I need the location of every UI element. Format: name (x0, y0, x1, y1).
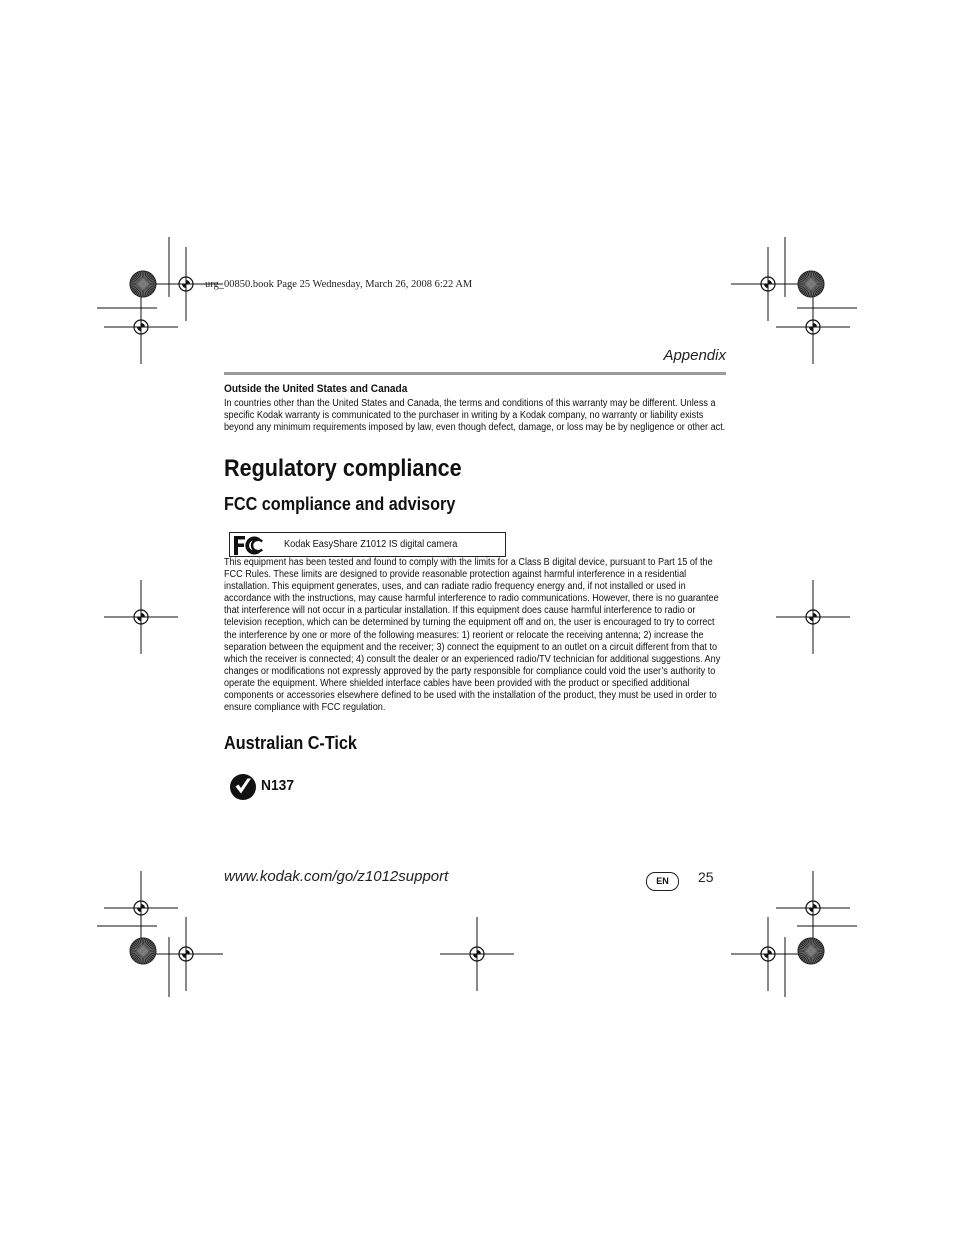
registration-mark-icon (776, 290, 850, 364)
fcc-product-box (229, 532, 506, 557)
page-number: 25 (698, 869, 714, 885)
registration-mark-icon (149, 917, 223, 991)
registration-mark-icon (104, 871, 178, 945)
registration-mark-icon (104, 290, 178, 364)
registration-mark-icon (731, 247, 805, 321)
c-tick-icon (229, 773, 257, 801)
registration-mark-icon (104, 580, 178, 654)
warranty-paragraph: In countries other than the United States and Canada, the terms and conditions of this warranty may be different. Unless a specific Kodak warranty is communicated to the purchaser in writing by a Kodak company, no warranty or liability exists beyond any minimum requirements imposed by law, even though defect, damage, or loss may be by negligence or other act. (224, 398, 726, 434)
running-head: Appendix (663, 347, 726, 364)
language-badge: EN (646, 872, 679, 891)
registration-mark-icon (776, 580, 850, 654)
color-target-icon (130, 938, 156, 964)
support-url: www.kodak.com/go/z1012support (224, 868, 449, 885)
color-target-icon (130, 271, 156, 297)
fcc-logo-icon (232, 534, 264, 557)
color-target-icon (798, 938, 824, 964)
fcc-heading: FCC compliance and advisory (224, 494, 456, 514)
ctick-heading: Australian C-Tick (224, 733, 357, 753)
registration-mark-icon (731, 917, 805, 991)
fcc-product-caption: Kodak EasyShare Z1012 IS digital camera (284, 539, 458, 550)
header-rule (224, 372, 726, 375)
ctick-supplier-code: N137 (261, 777, 294, 794)
warranty-heading: Outside the United States and Canada (224, 383, 408, 395)
color-target-icon (798, 271, 824, 297)
fcc-paragraph: This equipment has been tested and found to comply with the limits for a Class B digital device, pursuant to Part 15 of the FCC Rules. These limits are designed to provide reasonable protection against harmful interference in a residential installation. This equipment generates, uses, and can radiate radio frequency energy and, if not installed or used in accordance with the instructions, may cause harmful interference to radio communications. However, there is no guarantee that interference will not occur in a particular installation. If this equipment does cause harmful interference to radio or television reception, which can be determined by turning the equipment off and on, the user is encouraged to try to correct the interference by one or more of the following measures: 1) reorient or relocate the receiving antenna; 2) increase the separation between the equipment and the receiver; 3) connect the equipment to an outlet on a circuit different from that to which the receiver is connected; 4) consult the dealer or an experienced radio/TV technician for additional suggestions. Any changes or modifications not expressly approved by the party responsible for compliance could void the user’s authority to operate the equipment. Where shielded interface cables have been provided with the product or specified additional components or accessories elsewhere defined to be used with the installation of the product, they must be used in order to ensure compliance with FCC regulation. (224, 557, 721, 714)
section-title: Regulatory compliance (224, 455, 462, 482)
print-slug-line: urg_00850.book Page 25 Wednesday, March 26, 2008 6:22 AM (205, 279, 473, 290)
registration-mark-icon (440, 917, 514, 991)
registration-mark-icon (776, 871, 850, 945)
